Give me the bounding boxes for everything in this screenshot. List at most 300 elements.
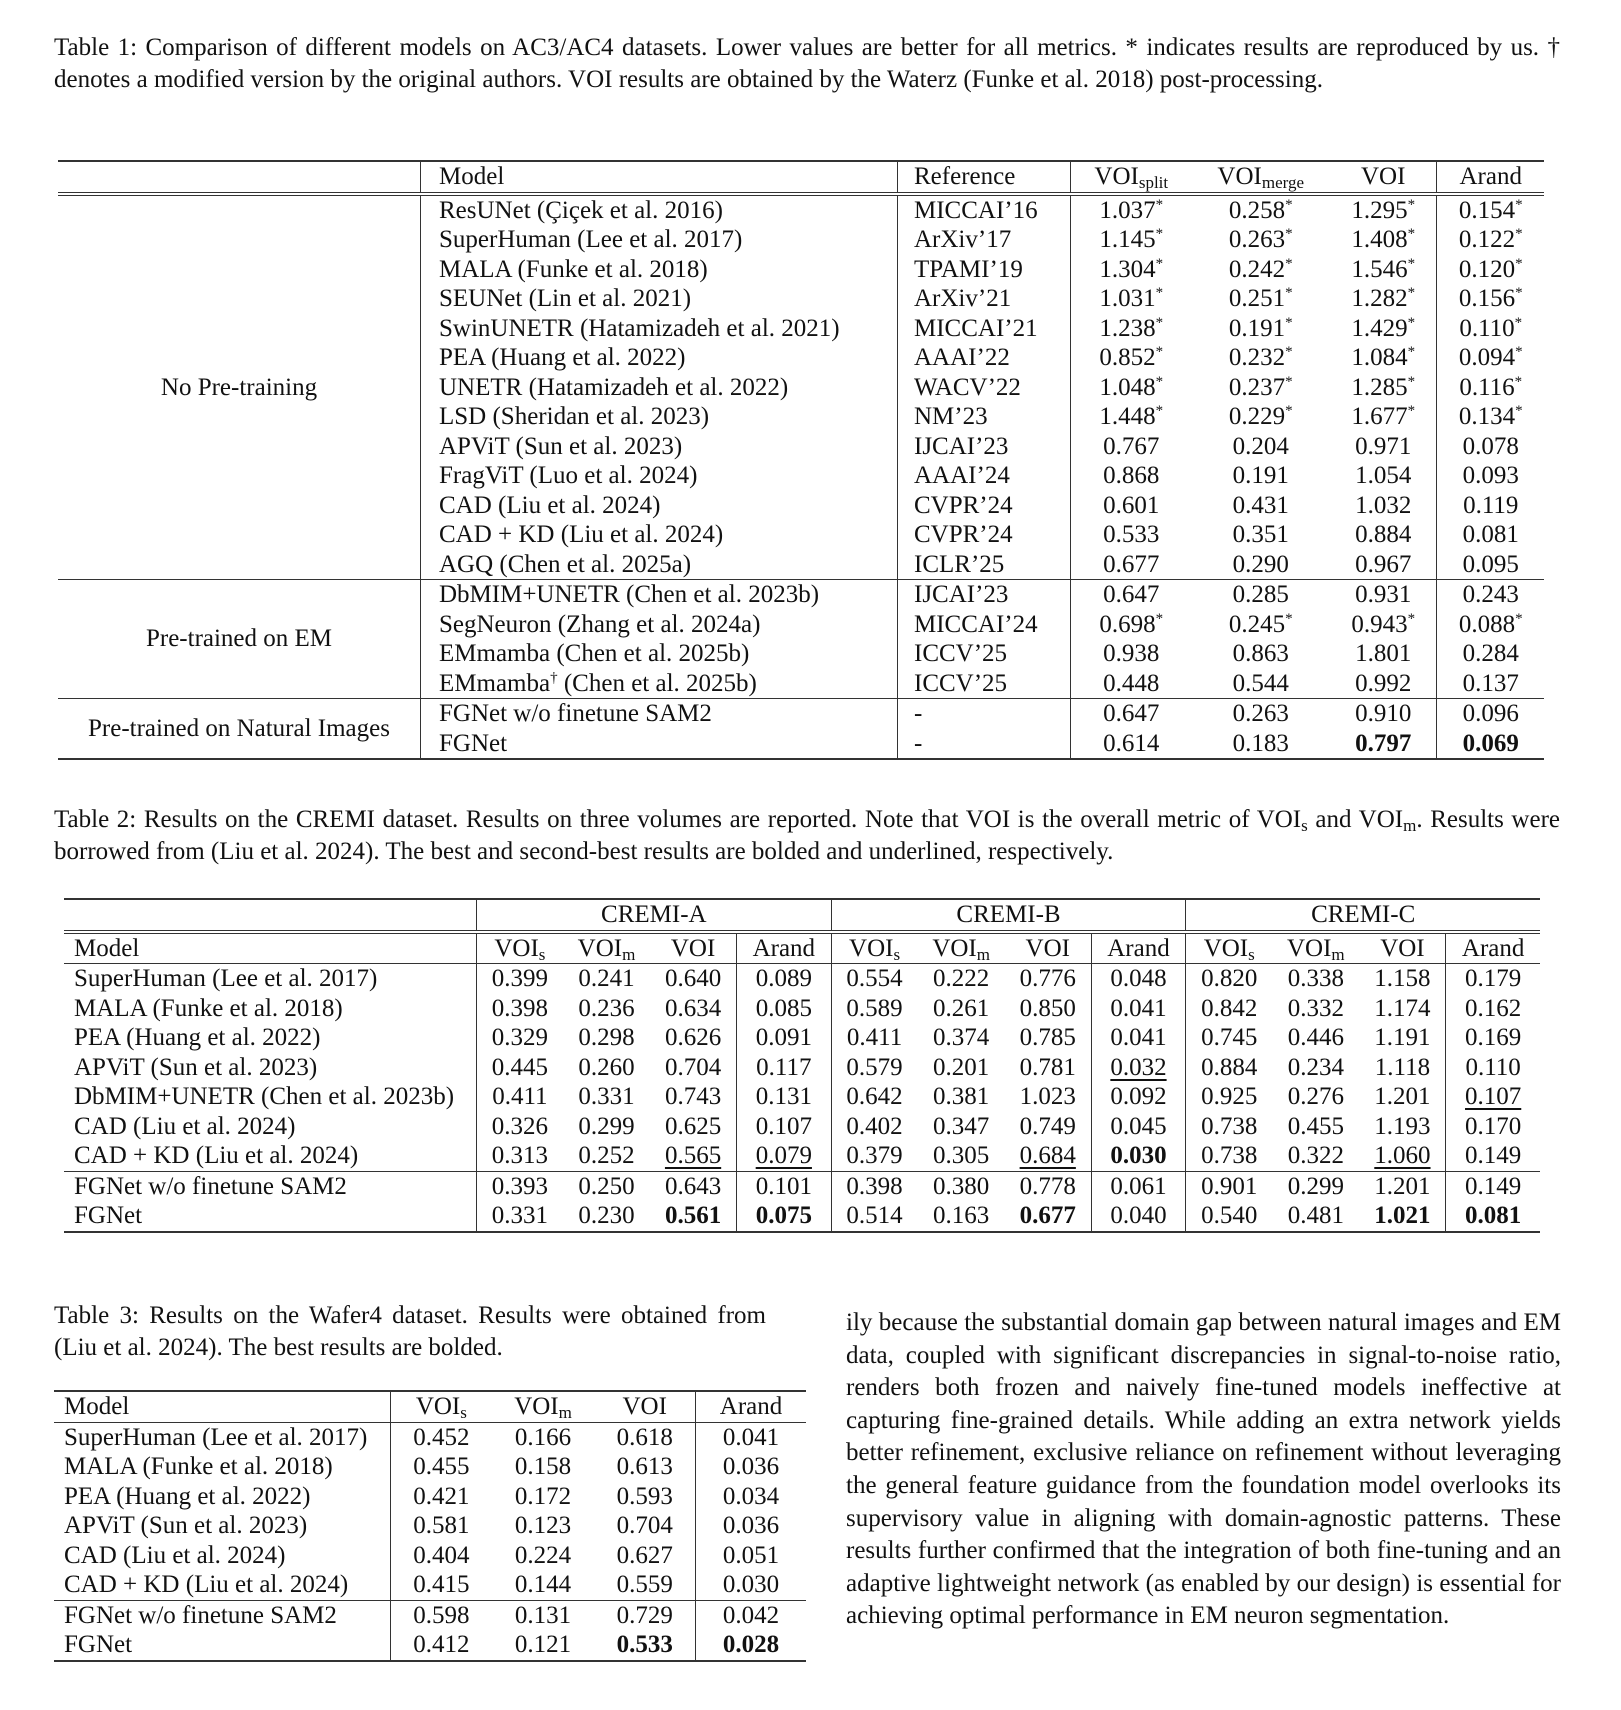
metric-cell	[917, 1171, 1004, 1201]
metric-value: 0.252	[578, 1142, 635, 1169]
reproduced-asterisk: *	[1285, 285, 1293, 301]
metric-cell	[696, 1541, 806, 1571]
metric-cell	[563, 1082, 650, 1112]
table1-model-cell	[421, 284, 898, 314]
reproduced-asterisk: *	[1155, 373, 1164, 390]
table2-header-voi-m	[563, 932, 650, 964]
metric-value: 0.412	[413, 1631, 470, 1658]
column-subscript: m	[976, 944, 990, 964]
table2-row	[64, 1082, 1540, 1112]
table1-voi-cell	[1330, 550, 1437, 580]
model-name: SEUNet (Lin et al. 2021)	[439, 285, 692, 312]
metric-value: 0.191	[1232, 462, 1289, 489]
voi-merge-label: VOI	[1217, 163, 1262, 190]
metric-cell	[696, 1600, 806, 1630]
metric-value: 0.925	[1201, 1083, 1258, 1110]
metric-cell	[492, 1482, 595, 1512]
metric-value: 0.593	[616, 1482, 673, 1510]
metric-cell	[1091, 1023, 1186, 1053]
reproduced-asterisk: *	[1515, 226, 1523, 242]
table2-row	[64, 1201, 1540, 1232]
body-paragraph	[846, 1307, 1561, 1633]
table2-header-voi-s	[1186, 932, 1272, 964]
table3-header-voi-s	[391, 1391, 492, 1422]
metric-value: 0.036	[722, 1512, 780, 1539]
reproduced-asterisk: *	[1514, 373, 1523, 390]
metric-cell	[1272, 1053, 1359, 1083]
column-label: VOI	[494, 934, 539, 962]
reproduced-asterisk: *	[1407, 285, 1416, 301]
metric-value: 0.036	[722, 1453, 780, 1480]
metric-value: 0.565	[664, 1142, 722, 1169]
metric-value: 0.381	[933, 1083, 990, 1110]
table1-voi-cell	[1330, 402, 1437, 432]
reproduced-asterisk: *	[1155, 610, 1164, 627]
table1-header-voi-merge	[1192, 161, 1330, 194]
model-name: ResUNet (Çiçek et al. 2016)	[439, 196, 723, 224]
model-name: PEA (Huang et al. 2022)	[439, 344, 686, 371]
metric-value: 1.191	[1374, 1024, 1431, 1051]
metric-value: 1.801	[1355, 640, 1412, 667]
metric-value: 0.910	[1355, 700, 1412, 727]
column-label: Arand	[1107, 934, 1170, 962]
metric-value: 0.222	[933, 965, 990, 992]
table3-header-model: Model	[54, 1391, 391, 1422]
metric-value: 0.095	[1462, 550, 1519, 578]
metric-cell	[391, 1482, 492, 1512]
metric-value: 1.118	[1374, 1053, 1431, 1081]
table1-arand-cell	[1437, 225, 1544, 255]
metric-cell	[1186, 1171, 1272, 1201]
metric-value: 0.446	[1287, 1024, 1344, 1051]
metric-value: 0.331	[578, 1083, 635, 1110]
metric-cell	[1091, 1201, 1186, 1232]
table1-voi-merge-cell	[1192, 194, 1330, 226]
model-name: EMmamba	[439, 669, 551, 697]
reproduced-asterisk: *	[1407, 373, 1416, 390]
metric-value: 0.938	[1103, 640, 1160, 667]
table3-row	[54, 1511, 806, 1541]
metric-value: 0.738	[1201, 1112, 1258, 1140]
metric-cell	[477, 1053, 563, 1083]
table1-model-cell	[421, 314, 898, 344]
metric-cell	[563, 1023, 650, 1053]
metric-value: 0.625	[664, 1112, 722, 1140]
metric-cell	[563, 1171, 650, 1201]
table1-voi-cell	[1330, 699, 1437, 729]
metric-value: 0.647	[1103, 700, 1160, 727]
metric-value: 0.634	[664, 994, 722, 1022]
column-label: Arand	[1461, 934, 1525, 962]
model-name-cell: SuperHuman (Lee et al. 2017)	[54, 1422, 391, 1452]
table1-caption	[54, 32, 1560, 96]
metric-cell	[492, 1630, 595, 1661]
reproduced-asterisk: *	[1285, 255, 1293, 272]
table1-arand-cell	[1437, 284, 1544, 314]
model-name-cell: DbMIM+UNETR (Chen et al. 2023b)	[64, 1082, 477, 1112]
metric-cell	[1272, 994, 1359, 1024]
metric-value: 0.089	[755, 965, 812, 992]
metric-value: 0.234	[1287, 1053, 1344, 1081]
reproduced-asterisk: *	[1155, 285, 1164, 301]
table2-header-arand	[1446, 932, 1540, 964]
metric-value: 0.131	[755, 1083, 812, 1110]
model-citation: (Chen et al. 2025b)	[557, 669, 757, 697]
metric-value: 0.305	[933, 1142, 990, 1169]
metric-cell	[917, 1023, 1004, 1053]
metric-value: 1.677	[1351, 403, 1408, 430]
metric-cell	[736, 1112, 831, 1142]
metric-cell	[736, 1053, 831, 1083]
table2-body	[64, 964, 1540, 1232]
table1-model-cell	[421, 729, 898, 760]
metric-value: 0.579	[846, 1053, 903, 1081]
metric-cell	[477, 964, 563, 994]
table2-caption-voi: VOI	[1358, 806, 1404, 833]
table1-model-cell	[421, 343, 898, 373]
reproduced-asterisk: *	[1515, 255, 1523, 272]
table1-voi-split-cell	[1071, 373, 1192, 403]
metric-cell	[594, 1600, 695, 1630]
table1-reference-cell: ArXiv’17	[898, 225, 1071, 255]
column-subscript: s	[1248, 944, 1255, 964]
metric-value: 0.236	[578, 994, 635, 1022]
metric-cell	[1272, 1023, 1359, 1053]
table1-model-cell	[421, 550, 898, 580]
table3	[54, 1390, 806, 1662]
metric-cell	[492, 1541, 595, 1571]
metric-cell	[1272, 1082, 1359, 1112]
metric-cell	[650, 1171, 736, 1201]
metric-cell	[1091, 1053, 1186, 1083]
model-name: LSD (Sheridan et al. 2023)	[439, 403, 710, 430]
metric-value: 0.544	[1232, 669, 1289, 697]
table1-model-cell	[421, 373, 898, 403]
metric-value: 0.290	[1232, 550, 1289, 578]
metric-value: 0.402	[846, 1112, 903, 1140]
reproduced-asterisk: *	[1407, 344, 1416, 360]
metric-value: 0.162	[1465, 994, 1522, 1022]
metric-cell	[391, 1570, 492, 1600]
model-name-cell: FGNet	[54, 1630, 391, 1661]
table1-voi-split-cell	[1071, 610, 1192, 640]
table1-voi-merge-cell	[1192, 669, 1330, 699]
metric-value: 0.078	[1462, 432, 1519, 460]
metric-cell	[563, 1053, 650, 1083]
metric-value: 0.931	[1355, 581, 1412, 608]
metric-value: 0.374	[933, 1024, 990, 1051]
metric-value: 0.094	[1458, 344, 1516, 371]
metric-value: 0.411	[492, 1083, 548, 1110]
metric-value: 0.299	[578, 1112, 635, 1140]
metric-value: 0.554	[846, 965, 903, 992]
table1-voi-cell	[1330, 491, 1437, 521]
metric-value: 0.884	[1201, 1053, 1258, 1081]
table1-voi-merge-cell	[1192, 225, 1330, 255]
reproduced-asterisk: *	[1285, 196, 1293, 213]
table1-voi-cell	[1330, 461, 1437, 491]
table1-voi-merge-cell	[1192, 461, 1330, 491]
metric-cell	[594, 1422, 695, 1452]
table1-voi-split-cell	[1071, 432, 1192, 462]
table3-row	[54, 1482, 806, 1512]
table1-reference-cell: -	[898, 729, 1071, 760]
metric-value: 0.134	[1458, 403, 1516, 430]
table2-header-voi	[1005, 932, 1091, 964]
table1-voi-cell	[1330, 432, 1437, 462]
metric-cell	[736, 994, 831, 1024]
table1-voi-cell	[1330, 373, 1437, 403]
metric-cell	[1360, 1141, 1446, 1171]
model-name: CAD + KD (Liu et al. 2024)	[439, 521, 724, 548]
metric-cell	[1272, 1171, 1359, 1201]
metric-cell	[696, 1482, 806, 1512]
metric-cell	[391, 1511, 492, 1541]
metric-value: 0.411	[846, 1024, 903, 1051]
table1-voi-split-cell	[1071, 343, 1192, 373]
metric-value: 0.110	[1465, 1053, 1521, 1081]
metric-value: 0.069	[1462, 729, 1519, 757]
metric-value: 0.091	[755, 1024, 812, 1051]
metric-value: 0.285	[1232, 581, 1289, 608]
metric-value: 1.448	[1099, 403, 1156, 430]
metric-value: 0.119	[1463, 491, 1519, 519]
metric-cell	[1360, 1082, 1446, 1112]
metric-cell	[477, 1201, 563, 1232]
metric-cell	[391, 1422, 492, 1452]
metric-cell	[917, 1201, 1004, 1232]
metric-value: 1.031	[1099, 285, 1156, 312]
metric-value: 1.048	[1099, 373, 1156, 401]
metric-value: 0.191	[1228, 314, 1286, 342]
metric-cell	[650, 1112, 736, 1142]
metric-cell	[1446, 1082, 1540, 1112]
table2-row	[64, 994, 1540, 1024]
table3-row	[54, 1630, 806, 1661]
metric-value: 0.079	[755, 1142, 812, 1169]
metric-value: 0.032	[1110, 1053, 1167, 1081]
metric-cell	[736, 1201, 831, 1232]
metric-value: 0.121	[514, 1631, 572, 1658]
column-subscript: s	[893, 944, 901, 964]
metric-cell	[917, 964, 1004, 994]
table1-voi-cell	[1330, 580, 1437, 610]
table1-model-cell	[421, 402, 898, 432]
table1-voi-merge-cell	[1192, 343, 1330, 373]
table2-group-empty	[64, 899, 477, 932]
table2-header-voi	[650, 932, 736, 964]
metric-value: 0.797	[1355, 729, 1412, 757]
metric-value: 0.156	[1458, 285, 1516, 312]
metric-cell	[650, 1201, 736, 1232]
metric-value: 0.380	[933, 1172, 990, 1200]
table1-reference-cell: MICCAI’24	[898, 610, 1071, 640]
table1-voi-cell	[1330, 225, 1437, 255]
metric-cell	[1446, 1171, 1540, 1201]
model-name: APViT (Sun et al. 2023)	[439, 432, 683, 460]
table1	[58, 160, 1544, 760]
metric-value: 0.241	[578, 965, 635, 992]
metric-cell	[594, 1511, 695, 1541]
metric-value: 0.393	[491, 1172, 548, 1200]
table3-header-voi	[594, 1391, 695, 1422]
model-name: SuperHuman (Lee et al. 2017)	[439, 226, 743, 253]
metric-cell	[696, 1570, 806, 1600]
metric-value: 0.081	[1465, 1202, 1522, 1229]
table1-model-cell	[421, 669, 898, 699]
reproduced-asterisk: *	[1155, 344, 1164, 360]
reproduced-asterisk: *	[1155, 255, 1164, 272]
metric-cell	[1186, 964, 1272, 994]
metric-value: 0.868	[1103, 462, 1160, 489]
metric-value: 0.117	[756, 1053, 812, 1081]
metric-cell	[492, 1452, 595, 1482]
table1-header-arand: Arand	[1459, 163, 1522, 190]
table1-voi-merge-cell	[1192, 255, 1330, 285]
metric-value: 0.048	[1110, 965, 1167, 992]
model-name-cell: CAD + KD (Liu et al. 2024)	[54, 1570, 391, 1600]
column-subscript: m	[1331, 944, 1345, 964]
table1-reference-cell: WACV’22	[898, 373, 1071, 403]
table1-model-cell	[421, 520, 898, 550]
metric-value: 0.110	[1459, 314, 1515, 342]
metric-value: 1.023	[1019, 1083, 1076, 1110]
table1-model-cell	[421, 255, 898, 285]
table1-arand-cell	[1437, 610, 1544, 640]
table1-voi-split-cell	[1071, 580, 1192, 610]
metric-cell	[917, 1112, 1004, 1142]
metric-cell	[650, 994, 736, 1024]
metric-value: 0.116	[1459, 373, 1515, 401]
metric-cell	[1186, 1141, 1272, 1171]
reproduced-asterisk: *	[1407, 196, 1416, 213]
metric-cell	[563, 1112, 650, 1142]
table2-header-voi-s	[477, 932, 563, 964]
table2-row	[64, 1112, 1540, 1142]
metric-value: 0.704	[664, 1053, 722, 1081]
model-name-cell: FGNet w/o finetune SAM2	[64, 1171, 477, 1201]
table1-model-cell	[421, 580, 898, 610]
table1-reference-cell: ArXiv’21	[898, 284, 1071, 314]
table1-voi-split-cell	[1071, 225, 1192, 255]
table1-arand-cell	[1437, 402, 1544, 432]
table1-voi-split-cell	[1071, 699, 1192, 729]
metric-value: 0.540	[1201, 1202, 1258, 1229]
metric-cell	[1005, 1141, 1091, 1171]
metric-value: 0.481	[1287, 1202, 1344, 1229]
metric-value: 0.398	[846, 1172, 903, 1200]
table3-row	[54, 1541, 806, 1571]
metric-value: 0.455	[1287, 1112, 1344, 1140]
metric-cell	[563, 964, 650, 994]
model-name-cell: CAD + KD (Liu et al. 2024)	[64, 1141, 477, 1171]
table1-body	[58, 194, 1544, 760]
metric-cell	[1091, 1141, 1186, 1171]
metric-value: 0.684	[1019, 1142, 1076, 1169]
metric-cell	[917, 994, 1004, 1024]
metric-value: 0.943	[1351, 610, 1408, 638]
metric-value: 0.258	[1228, 196, 1286, 224]
table1-voi-split-cell	[1071, 402, 1192, 432]
metric-cell	[1005, 964, 1091, 994]
table1-voi-split-cell	[1071, 639, 1192, 669]
metric-cell	[1186, 994, 1272, 1024]
table2-header-model: Model	[64, 932, 477, 964]
metric-cell	[831, 1171, 917, 1201]
model-name: UNETR (Hatamizadeh et al. 2022)	[439, 373, 789, 401]
column-subscript: s	[460, 1403, 467, 1422]
reproduced-asterisk: *	[1155, 196, 1164, 213]
metric-cell	[696, 1630, 806, 1661]
reproduced-asterisk: *	[1407, 314, 1416, 331]
metric-value: 0.085	[755, 994, 812, 1022]
table1-arand-cell	[1437, 639, 1544, 669]
metric-value: 0.776	[1019, 965, 1076, 992]
metric-value: 0.431	[1232, 491, 1289, 519]
table1-reference-cell: TPAMI’19	[898, 255, 1071, 285]
table2-group-cremi-c: CREMI-C	[1311, 901, 1416, 928]
metric-cell	[831, 994, 917, 1024]
metric-cell	[1446, 1201, 1540, 1232]
metric-value: 0.559	[616, 1571, 673, 1598]
metric-value: 0.677	[1019, 1202, 1076, 1229]
table2	[64, 898, 1540, 1233]
table1-model-cell	[421, 610, 898, 640]
table1-voi-cell	[1330, 610, 1437, 640]
metric-value: 1.174	[1374, 994, 1431, 1022]
metric-cell	[650, 1023, 736, 1053]
metric-value: 0.204	[1232, 432, 1289, 460]
metric-value: 0.398	[491, 994, 548, 1022]
table1-voi-cell	[1330, 255, 1437, 285]
metric-value: 0.642	[846, 1083, 903, 1110]
model-name-cell: PEA (Huang et al. 2022)	[54, 1482, 391, 1512]
table1-header-voi: VOI	[1330, 161, 1437, 194]
table2-header-voi	[1360, 932, 1446, 964]
reproduced-asterisk: *	[1285, 403, 1293, 419]
table1-group-label: Pre-trained on EM	[145, 625, 333, 653]
table2-caption-and: and	[1307, 806, 1352, 833]
metric-value: 0.299	[1287, 1172, 1344, 1200]
metric-value: 0.101	[755, 1172, 812, 1200]
metric-value: 0.729	[616, 1601, 673, 1629]
metric-value: 0.170	[1465, 1112, 1522, 1140]
column-label: VOI	[1203, 934, 1249, 962]
column-label: VOI	[1380, 934, 1425, 962]
reproduced-asterisk: *	[1285, 314, 1293, 331]
table2-row	[64, 1141, 1540, 1171]
metric-value: 0.738	[1201, 1142, 1258, 1169]
metric-cell	[1186, 1023, 1272, 1053]
metric-value: 0.149	[1465, 1142, 1522, 1169]
metric-cell	[1005, 1201, 1091, 1232]
metric-value: 0.166	[514, 1423, 572, 1451]
metric-value: 0.183	[1232, 729, 1289, 757]
metric-value: 0.123	[514, 1512, 572, 1539]
metric-cell	[563, 994, 650, 1024]
table1-voi-merge-cell	[1192, 580, 1330, 610]
metric-value: 0.144	[514, 1571, 572, 1598]
model-name-cell: CAD (Liu et al. 2024)	[54, 1541, 391, 1571]
table1-voi-split-cell	[1071, 255, 1192, 285]
metric-cell	[477, 1171, 563, 1201]
metric-value: 0.041	[1110, 994, 1167, 1022]
table2-group-row	[64, 899, 1540, 932]
metric-value: 0.767	[1103, 432, 1160, 460]
table2-caption	[54, 804, 1560, 868]
metric-value: 0.598	[413, 1601, 470, 1629]
metric-value: 0.107	[1465, 1083, 1522, 1110]
